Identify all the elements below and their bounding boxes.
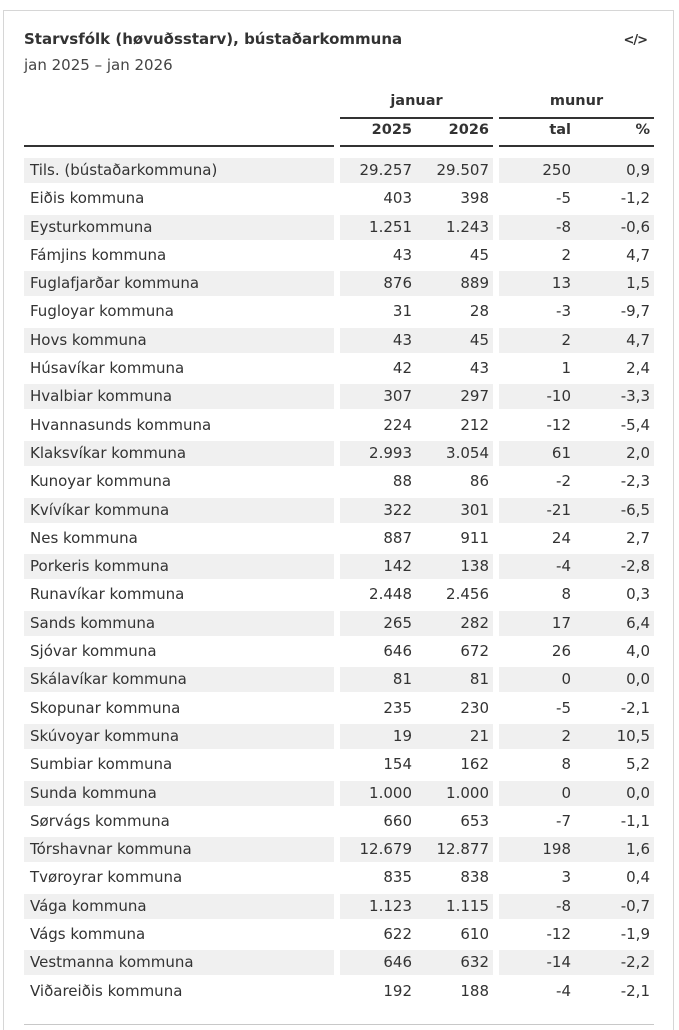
cell-municipality: Kunoyar kommuna <box>30 472 172 491</box>
cell-diff-tal: -8 <box>499 894 575 919</box>
table-row <box>24 241 654 269</box>
table-row <box>24 382 654 410</box>
cell-municipality: Sunda kommuna <box>24 781 334 806</box>
cell-diff-pct: 6,4 <box>575 611 654 636</box>
cell-diff-tal: 61 <box>499 441 575 466</box>
cell-diff-pct: -2,1 <box>620 698 650 717</box>
cell-2026: 1.000 <box>416 781 493 806</box>
cell-municipality: Sjóvar kommuna <box>30 642 157 661</box>
cell-diff-tal: -12 <box>546 415 571 434</box>
cell-2026: 889 <box>416 271 493 296</box>
cell-2025: 154 <box>383 755 412 774</box>
table-row <box>24 156 654 184</box>
cell-2025: 192 <box>383 981 412 1000</box>
table-row <box>24 750 654 778</box>
cell-2025: 887 <box>383 528 412 547</box>
cell-2026: 86 <box>469 472 489 491</box>
cell-diff-pct: 5,2 <box>626 755 650 774</box>
cell-2025: 42 <box>392 359 412 378</box>
cell-diff-tal: 17 <box>499 611 575 636</box>
cell-municipality: Húsavíkar kommuna <box>30 359 185 378</box>
cell-2025: 29.257 <box>340 158 416 183</box>
cell-diff-pct: 2,4 <box>626 359 650 378</box>
cell-municipality: Fámjins kommuna <box>30 245 167 264</box>
cell-2025: 224 <box>383 415 412 434</box>
cell-2026: 672 <box>460 642 489 661</box>
cell-2026: 3.054 <box>416 441 493 466</box>
cell-diff-pct: 0,0 <box>575 781 654 806</box>
table-subtitle: jan 2025 – jan 2026 <box>24 56 173 74</box>
cell-2026: 632 <box>416 950 493 975</box>
cell-2026: 45 <box>416 328 493 353</box>
cell-diff-tal: -5 <box>556 189 571 208</box>
header-group-januar-rule <box>340 117 493 119</box>
table-row <box>24 863 654 891</box>
cell-municipality: Vágs kommuna <box>30 925 146 944</box>
cell-municipality: Tórshavnar kommuna <box>24 837 334 862</box>
cell-2026: 45 <box>469 245 489 264</box>
cell-diff-tal: -8 <box>499 215 575 240</box>
table-card <box>3 10 674 1030</box>
cell-2026: 138 <box>416 554 493 579</box>
cell-diff-pct: 0,4 <box>626 868 650 887</box>
header-rule-januar <box>340 145 493 147</box>
cell-2025: 622 <box>383 925 412 944</box>
table-row <box>24 297 654 325</box>
header-tal: tal <box>549 122 571 138</box>
cell-2026: 1.243 <box>416 215 493 240</box>
cell-diff-tal: 198 <box>499 837 575 862</box>
cell-diff-tal: 0 <box>499 667 575 692</box>
cell-2025: 265 <box>340 611 416 636</box>
cell-diff-pct: -2,3 <box>620 472 650 491</box>
table-row <box>24 411 654 439</box>
table-row <box>24 552 654 580</box>
cell-municipality: Skúvoyar kommuna <box>24 724 334 749</box>
cell-2026: 28 <box>469 302 489 321</box>
cell-diff-tal: 3 <box>561 868 571 887</box>
cell-diff-tal: -10 <box>499 384 575 409</box>
cell-diff-pct: 2,0 <box>575 441 654 466</box>
cell-2026: 282 <box>416 611 493 636</box>
table-footer-rule <box>24 1024 654 1025</box>
cell-2026: 610 <box>460 925 489 944</box>
table-row <box>24 807 654 835</box>
cell-2025: 307 <box>340 384 416 409</box>
header-rule-munur <box>499 145 654 147</box>
cell-2025: 322 <box>340 498 416 523</box>
cell-diff-tal: -4 <box>499 554 575 579</box>
table-row <box>24 694 654 722</box>
cell-diff-pct: -1,1 <box>620 811 650 830</box>
cell-diff-pct: -1,2 <box>620 189 650 208</box>
cell-2026: 81 <box>416 667 493 692</box>
header-group-munur: munur <box>549 93 604 109</box>
cell-2025: 876 <box>340 271 416 296</box>
cell-diff-pct: 2,7 <box>626 528 650 547</box>
cell-diff-pct: 10,5 <box>575 724 654 749</box>
cell-diff-tal: 2 <box>561 245 571 264</box>
table-row <box>24 920 654 948</box>
cell-diff-pct: -1,9 <box>620 925 650 944</box>
cell-2025: 88 <box>392 472 412 491</box>
table-row <box>24 184 654 212</box>
table-row <box>24 439 654 467</box>
header-group-januar: januar <box>390 93 443 109</box>
cell-municipality: Skopunar kommuna <box>30 698 181 717</box>
cell-2025: 2.993 <box>340 441 416 466</box>
header-pct: % <box>635 122 650 138</box>
cell-diff-tal: -2 <box>556 472 571 491</box>
table-title: Starvsfólk (høvuðsstarv), bústaðarkommuna <box>24 30 403 48</box>
cell-2026: 230 <box>460 698 489 717</box>
table-row <box>24 637 654 665</box>
cell-2025: 12.679 <box>340 837 416 862</box>
cell-diff-pct: -0,7 <box>575 894 654 919</box>
cell-2026: 297 <box>416 384 493 409</box>
cell-municipality: Sørvágs kommuna <box>30 811 170 830</box>
cell-diff-pct: 4,7 <box>575 328 654 353</box>
cell-municipality: Viðareiðis kommuna <box>30 981 183 1000</box>
table-row <box>24 354 654 382</box>
cell-municipality: Kvívíkar kommuna <box>24 498 334 523</box>
table-body <box>24 156 654 1005</box>
cell-2025: 19 <box>340 724 416 749</box>
cell-2025: 403 <box>383 189 412 208</box>
code-embed-icon[interactable]: </> <box>623 33 647 48</box>
cell-2026: 838 <box>460 868 489 887</box>
cell-2026: 911 <box>460 528 489 547</box>
cell-diff-tal: 0 <box>499 781 575 806</box>
header-group-munur-rule <box>499 117 654 119</box>
cell-2026: 2.456 <box>446 585 489 604</box>
cell-diff-pct: 4,0 <box>626 642 650 661</box>
cell-2025: 142 <box>340 554 416 579</box>
cell-diff-pct: -2,1 <box>620 981 650 1000</box>
header-year-2026: 2026 <box>448 122 489 138</box>
cell-diff-pct: 0,0 <box>575 667 654 692</box>
cell-diff-pct: -6,5 <box>575 498 654 523</box>
cell-2025: 1.000 <box>340 781 416 806</box>
cell-diff-tal: 2 <box>499 328 575 353</box>
cell-diff-tal: 8 <box>561 585 571 604</box>
cell-2025: 43 <box>340 328 416 353</box>
cell-diff-pct: -0,6 <box>575 215 654 240</box>
cell-municipality: Hvannasunds kommuna <box>30 415 212 434</box>
cell-diff-tal: -12 <box>546 925 571 944</box>
cell-municipality: Nes kommuna <box>30 528 138 547</box>
cell-municipality: Tvøroyrar kommuna <box>30 868 183 887</box>
cell-diff-tal: -3 <box>556 302 571 321</box>
cell-diff-tal: -21 <box>499 498 575 523</box>
cell-municipality: Hvalbiar kommuna <box>24 384 334 409</box>
table-row <box>24 948 654 976</box>
cell-diff-tal: 2 <box>499 724 575 749</box>
table-row <box>24 467 654 495</box>
cell-municipality: Porkeris kommuna <box>24 554 334 579</box>
table-row <box>24 269 654 297</box>
table-row <box>24 496 654 524</box>
cell-diff-pct: -5,4 <box>620 415 650 434</box>
cell-municipality: Klaksvíkar kommuna <box>24 441 334 466</box>
cell-diff-pct: 0,9 <box>575 158 654 183</box>
table-row <box>24 524 654 552</box>
cell-diff-tal: -4 <box>556 981 571 1000</box>
cell-2025: 646 <box>383 642 412 661</box>
table-row <box>24 835 654 863</box>
cell-municipality: Fugloyar kommuna <box>30 302 174 321</box>
cell-2025: 43 <box>392 245 412 264</box>
cell-municipality: Eiðis kommuna <box>30 189 145 208</box>
cell-diff-tal: -5 <box>556 698 571 717</box>
cell-2026: 162 <box>460 755 489 774</box>
cell-2026: 653 <box>460 811 489 830</box>
cell-diff-pct: -2,8 <box>575 554 654 579</box>
cell-diff-tal: 250 <box>499 158 575 183</box>
table-row <box>24 722 654 750</box>
cell-2025: 660 <box>383 811 412 830</box>
table-row <box>24 779 654 807</box>
cell-municipality: Eysturkommuna <box>24 215 334 240</box>
cell-diff-tal: 1 <box>561 359 571 378</box>
cell-diff-tal: 13 <box>499 271 575 296</box>
table-row <box>24 665 654 693</box>
table-row <box>24 326 654 354</box>
table-row <box>24 609 654 637</box>
cell-municipality: Skálavíkar kommuna <box>24 667 334 692</box>
cell-diff-pct: 4,7 <box>626 245 650 264</box>
cell-municipality: Fuglafjarðar kommuna <box>24 271 334 296</box>
cell-diff-pct: -9,7 <box>620 302 650 321</box>
cell-municipality: Runavíkar kommuna <box>30 585 185 604</box>
cell-2025: 31 <box>392 302 412 321</box>
cell-diff-tal: 8 <box>561 755 571 774</box>
cell-2026: 212 <box>460 415 489 434</box>
cell-2025: 81 <box>340 667 416 692</box>
cell-2026: 398 <box>460 189 489 208</box>
cell-2025: 835 <box>383 868 412 887</box>
cell-diff-tal: -14 <box>499 950 575 975</box>
table-row <box>24 977 654 1005</box>
cell-diff-pct: -2,2 <box>575 950 654 975</box>
header-year-2025: 2025 <box>371 122 412 138</box>
cell-diff-tal: 24 <box>551 528 571 547</box>
cell-2026: 188 <box>460 981 489 1000</box>
cell-diff-tal: -7 <box>556 811 571 830</box>
cell-municipality: Hovs kommuna <box>24 328 334 353</box>
cell-diff-pct: 0,3 <box>626 585 650 604</box>
cell-municipality: Vestmanna kommuna <box>24 950 334 975</box>
cell-diff-tal: 26 <box>551 642 571 661</box>
cell-2025: 1.123 <box>340 894 416 919</box>
cell-diff-pct: 1,5 <box>575 271 654 296</box>
cell-2026: 43 <box>469 359 489 378</box>
table-row <box>24 213 654 241</box>
cell-2025: 646 <box>340 950 416 975</box>
cell-2025: 235 <box>383 698 412 717</box>
cell-diff-pct: -3,3 <box>575 384 654 409</box>
cell-2026: 21 <box>416 724 493 749</box>
cell-2025: 1.251 <box>340 215 416 240</box>
cell-diff-pct: 1,6 <box>575 837 654 862</box>
cell-2026: 1.115 <box>416 894 493 919</box>
cell-municipality: Vága kommuna <box>24 894 334 919</box>
table-row <box>24 892 654 920</box>
cell-municipality: Tils. (bústaðarkommuna) <box>24 158 334 183</box>
cell-2026: 12.877 <box>416 837 493 862</box>
header-rule-name <box>24 145 334 147</box>
cell-municipality: Sumbiar kommuna <box>30 755 173 774</box>
cell-2026: 29.507 <box>416 158 493 183</box>
cell-2025: 2.448 <box>369 585 412 604</box>
table-row <box>24 580 654 608</box>
cell-municipality: Sands kommuna <box>24 611 334 636</box>
cell-2026: 301 <box>416 498 493 523</box>
